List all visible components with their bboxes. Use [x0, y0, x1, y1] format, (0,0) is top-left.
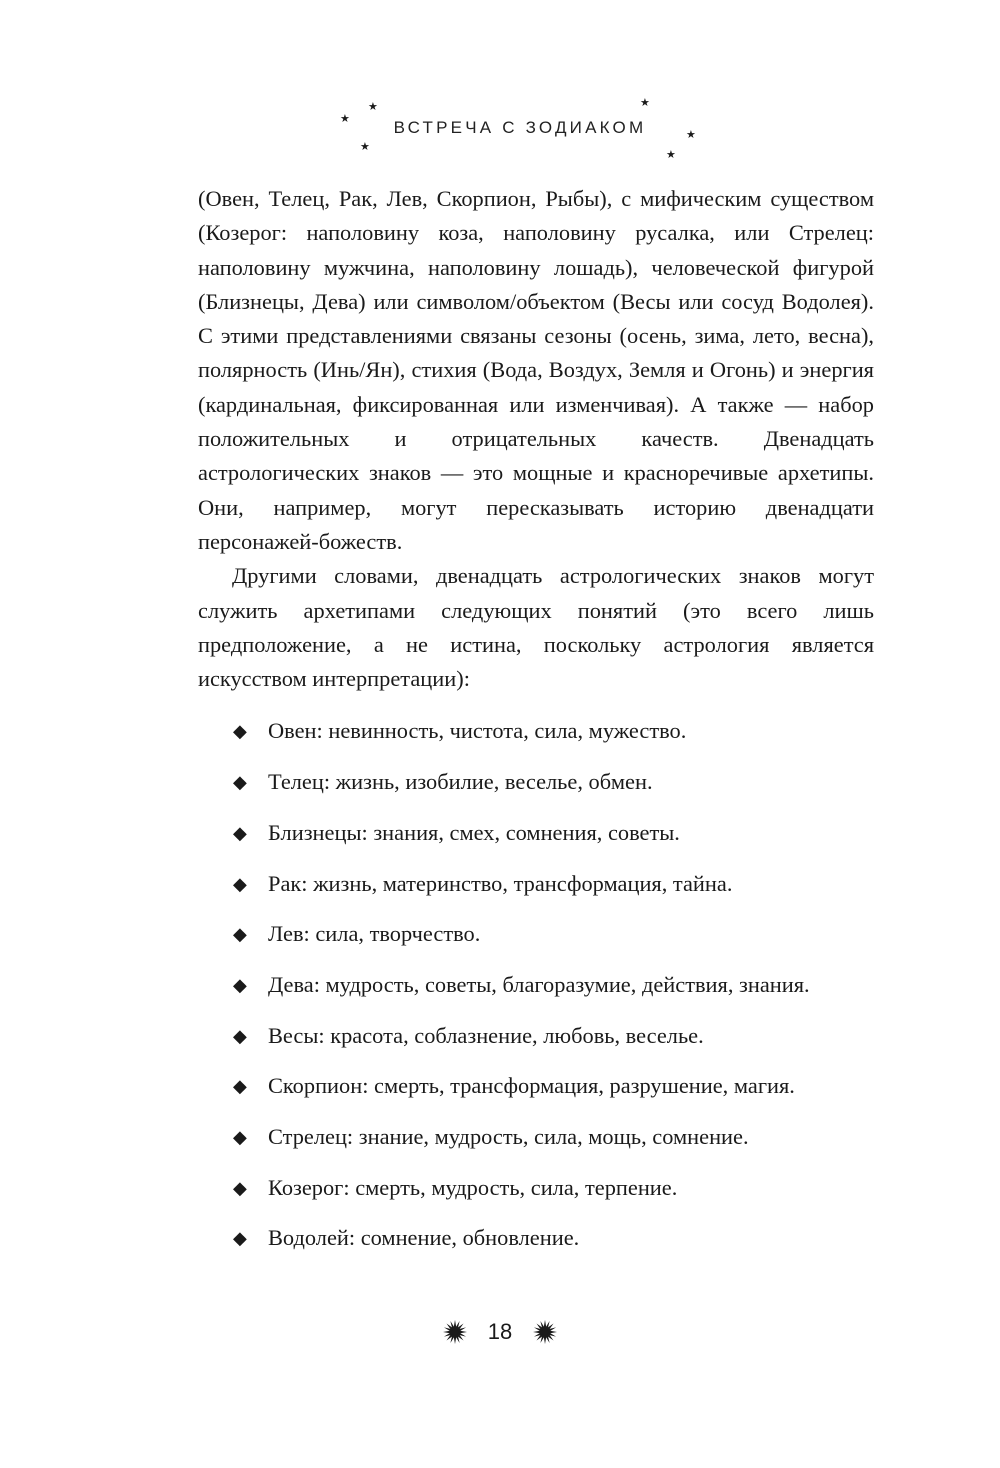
list-item-text: Весы: красота, соблазнение, любовь, веселье.	[268, 1022, 704, 1048]
star-icon: ★	[640, 97, 650, 109]
running-header	[330, 96, 710, 166]
diamond-bullet-icon: ◆	[233, 1126, 247, 1147]
list-item-text: Овен: невинность, чистота, сила, мужество.	[268, 718, 687, 744]
star-icon: ★	[686, 129, 696, 141]
list-item-text: Телец: жизнь, изобилие, веселье, обмен.	[268, 769, 653, 795]
running-header-title: ВСТРЕЧА С ЗОДИАКОМ	[393, 118, 647, 137]
list-item-cancer	[198, 867, 874, 901]
page-footer	[0, 1316, 1000, 1347]
list-item-aries	[198, 714, 874, 748]
star-icon: ★	[340, 113, 350, 125]
list-item-taurus	[198, 765, 874, 799]
list-item-aquarius	[198, 1221, 874, 1255]
diamond-bullet-icon: ◆	[233, 772, 247, 793]
list-item-text: Близнецы: знания, смех, сомнения, советы.	[268, 819, 680, 845]
star-icon: ★	[360, 141, 370, 153]
list-item-text: Козерог: смерть, мудрость, сила, терпение.	[268, 1174, 678, 1200]
list-item-text: Лев: сила, творчество.	[268, 921, 481, 947]
list-item-text: Дева: мудрость, советы, благоразумие, действия, знания.	[268, 971, 810, 997]
list-item-capricorn	[198, 1171, 874, 1205]
list-item-text: Скорпион: смерть, трансформация, разрушение, магия.	[268, 1073, 795, 1099]
diamond-bullet-icon: ◆	[233, 1076, 247, 1097]
diamond-bullet-icon: ◆	[233, 1228, 247, 1249]
paragraph-continued: (Овен, Телец, Рак, Лев, Скорпион, Рыбы), с мифическим существом (Козерог: наполовину коза, наполовину русалка, или Стрелец: наполовину мужчина, наполовину лошадь), человеческой фигурой (Близнецы, Дева) или символом/объектом (Весы или сосуд Водолея). С этими представлениями связаны сезоны (осень, зима, лето, весна), полярность (Инь/Ян), стихия (Вода, Воздух, Земля и Огонь) и энергия (кардинальная, фиксированная или изменчивая). А также — набор положительных и отрицательных качеств. Двенадцать астрологических знаков — это мощные и красноречивые архетипы. Они, например, могут пересказывать историю двенадцати персонажей-божеств.	[198, 186, 874, 554]
diamond-bullet-icon: ◆	[233, 873, 247, 894]
list-item-sagittarius	[198, 1120, 874, 1154]
list-item-text: Водолей: сомнение, обновление.	[268, 1225, 580, 1251]
star-icon: ★	[666, 149, 676, 161]
list-item-virgo	[198, 968, 874, 1002]
list-item-scorpio	[198, 1069, 874, 1103]
diamond-bullet-icon: ◆	[233, 1025, 247, 1046]
page-body	[198, 182, 874, 1272]
zodiac-archetypes-list	[198, 714, 874, 1255]
paragraph-intro-list: Другими словами, двенадцать астрологических знаков могут служить архетипами следующих понятий (это всего лишь предположение, а не истина, поскольку астрология является искусством интерпретации):	[198, 563, 874, 692]
diamond-bullet-icon: ◆	[233, 924, 247, 945]
diamond-bullet-icon: ◆	[233, 974, 247, 995]
list-item-leo	[198, 917, 874, 951]
diamond-bullet-icon: ◆	[233, 721, 247, 742]
list-item-gemini	[198, 816, 874, 850]
diamond-bullet-icon: ◆	[233, 822, 247, 843]
sunburst-icon	[442, 1319, 468, 1345]
star-icon: ★	[368, 101, 378, 113]
list-item-text: Стрелец: знание, мудрость, сила, мощь, сомнение.	[268, 1123, 749, 1149]
diamond-bullet-icon: ◆	[233, 1177, 247, 1198]
list-item-text: Рак: жизнь, материнство, трансформация, тайна.	[268, 870, 733, 896]
list-item-libra	[198, 1019, 874, 1053]
sunburst-icon	[532, 1319, 558, 1345]
page-number: 18	[487, 1319, 513, 1345]
